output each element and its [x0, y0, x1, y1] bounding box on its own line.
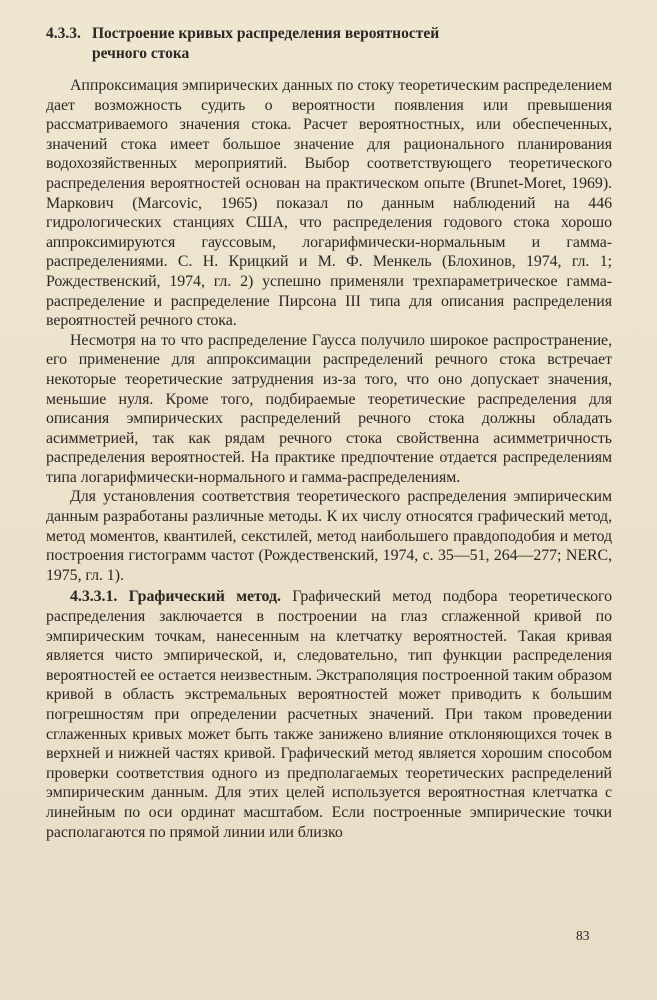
subsection-text: Графический метод подбора теоретического распределения заключается в построении на глаз сглаженной кривой по эмпирическим точкам, нанесенным на клетчатку вероятностей. Такая кривая является чисто эмпирической, и, следовательно, тип функции распределения вероятностей ее остается неизвестным. Экстраполяция построенной таким образом кривой в область экстремальных вероятностей может приводить к большим погрешностям при определении расчетных значений. При таком проведении сглаженных кривых может быть также занижено влияние отклоняющихся точек в верхней и нижней частях кривой. Графический метод является хорошим способом проверки соответствия одного из предполагаемых теоретических распределений эмпирическим данным. Для этих целей используется вероятностная клетчатка с линейным по оси ординат масштабом. Если построенные эмпирические точки располагаются по прямой линии или близко: [46, 588, 612, 841]
section-heading: [46, 24, 606, 64]
section-title-line1: Построение кривых распределения вероятностей: [92, 25, 440, 42]
section-title-line2: речного стока: [92, 45, 190, 62]
paragraph-gauss: Несмотря на то что распределение Гаусса получило широкое распространение, его применение для аппроксимации распределений речного стока встречает некоторые теоретические затруднения из-за того, что оно допускает значения, меньшие нуля. Кроме того, подбираемые теоретические распределения для описания эмпирических распределений речного стока должны обладать асимметрией, так как рядам речного стока свойственна асимметричность распределения вероятностей. На практике предпочтение отдается распределениям типа логарифмически-нормального и гамма-распределениям.: [46, 331, 612, 486]
paragraph-methods: Для установления соответствия теоретического распределения эмпирическим данным разработаны различные методы. К их числу относятся графический метод, метод моментов, квантилей, секстилей, метод наибольшего правдоподобия и метод построения гистограмм частот (Рождественский, 1974, с. 35—51, 264—277; NERC, 1975, гл. 1).: [46, 488, 612, 584]
paragraph-graphical-method: [46, 587, 612, 842]
subsection-heading: 4.3.3.1. Графический метод.: [70, 588, 281, 606]
page-number: 83: [576, 928, 590, 943]
section-number: 4.3.3.: [46, 25, 81, 42]
body-text: [46, 76, 612, 842]
paragraph-approximation: Аппроксимация эмпирических данных по стоку теоретическим распределением дает возможность судить о вероятности появления или превышения рассматриваемого значения стока. Расчет вероятностных, или обеспеченных, значений стока имеет большое значение для рационального планирования водохозяйственных мероприятий. Выбор соответствующего теоретического распределения вероятностей основан на практическом опыте (Brunet-Moret, 1969). Маркович (Marcovic, 1965) показал по данным наблюдений на 446 гидрологических станциях США, что распределения годового стока хорошо аппроксимируются гауссовым, логарифмически-нормальным и гамма-распределениями. С. Н. Крицкий и М. Ф. Менкель (Блохинов, 1974, гл. 1; Рождественский, 1974, гл. 2) успешно применяли трехпараметрическое гамма-распределение и распределение Пирсона III типа для описания распределения вероятностей речного стока.: [46, 77, 612, 330]
